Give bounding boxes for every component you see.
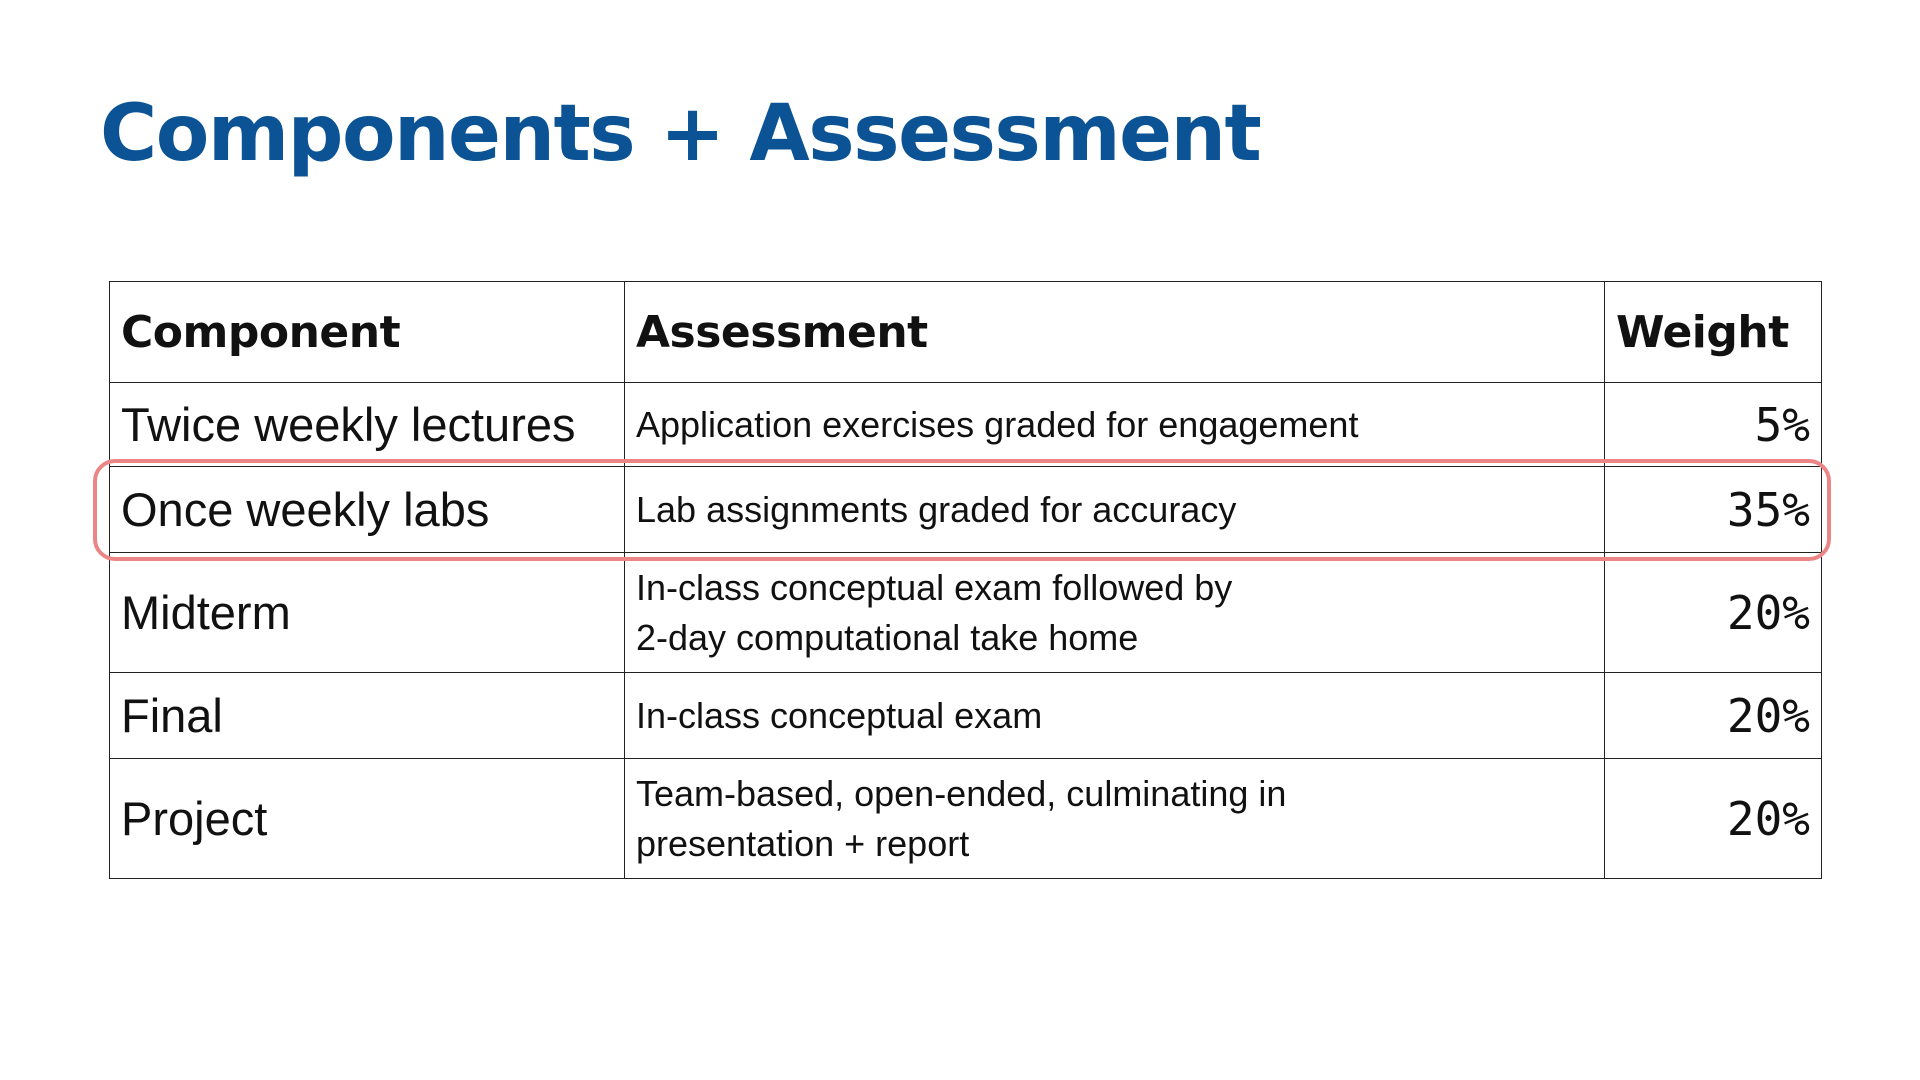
- assessment-cell: Lab assignments graded for accuracy: [625, 467, 1605, 553]
- component-cell: Final: [110, 673, 625, 759]
- assessment-line: In-class conceptual exam followed by: [636, 566, 1233, 608]
- table-row: [110, 759, 1822, 879]
- table-row-highlighted: [110, 467, 1822, 553]
- component-cell: Project: [110, 759, 625, 879]
- slide-title: Components + Assessment: [100, 89, 1261, 179]
- weight-cell: 35%: [1605, 467, 1822, 553]
- table-row: [110, 553, 1822, 673]
- header-component: Component: [110, 282, 625, 383]
- assessment-table: [109, 281, 1822, 879]
- table-row: [110, 673, 1822, 759]
- component-cell: Midterm: [110, 553, 625, 673]
- table-row: [110, 383, 1822, 467]
- assessment-cell: [625, 553, 1605, 673]
- component-cell: Twice weekly lectures: [110, 383, 625, 467]
- table-header-row: [110, 282, 1822, 383]
- weight-cell: 20%: [1605, 673, 1822, 759]
- weight-cell: 5%: [1605, 383, 1822, 467]
- header-assessment: Assessment: [625, 282, 1605, 383]
- assessment-cell: Application exercises graded for engagement: [625, 383, 1605, 467]
- assessment-line: Team-based, open-ended, culminating in: [636, 772, 1287, 814]
- header-weight: Weight: [1605, 282, 1822, 383]
- weight-cell: 20%: [1605, 553, 1822, 673]
- assessment-cell: In-class conceptual exam: [625, 673, 1605, 759]
- assessment-line: presentation + report: [636, 822, 970, 864]
- weight-cell: 20%: [1605, 759, 1822, 879]
- assessment-line: 2-day computational take home: [636, 616, 1139, 658]
- assessment-cell: [625, 759, 1605, 879]
- component-cell: Once weekly labs: [110, 467, 625, 553]
